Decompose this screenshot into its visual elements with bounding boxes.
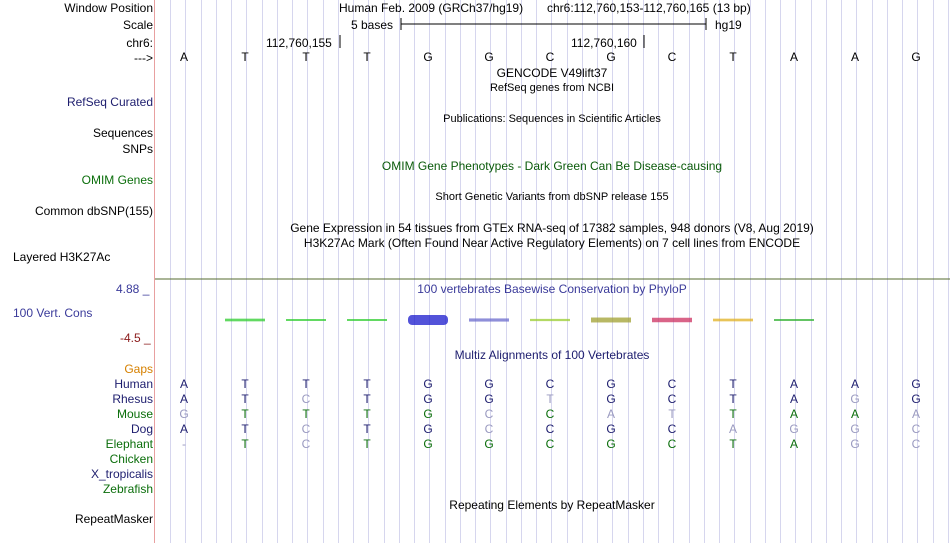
species-label[interactable]: Chicken [109,452,153,466]
aligned-base: T [363,407,371,421]
reference-base: T [241,50,249,64]
publications-title[interactable]: Publications: Sequences in Scientific Articles [443,113,661,125]
reference-base: C [667,50,677,64]
conservation-mark [652,318,692,323]
coordinate-160: 112,760,160 [571,36,637,50]
repeatmasker-label[interactable]: RepeatMasker [74,512,153,526]
aligned-base: C [911,422,921,436]
conservation-mark [713,319,753,322]
omim-title[interactable]: OMIM Gene Phenotypes - Dark Green Can Be Disease-causing [381,159,723,173]
aligned-base: T [668,407,676,421]
aligned-base: A [789,437,799,451]
aligned-base: T [241,392,249,406]
aligned-base: A [789,392,799,406]
aligned-base: C [484,422,494,436]
aligned-base: T [363,392,371,406]
conservation-mark [347,319,387,321]
aligned-base: G [423,392,433,406]
aligned-base: G [484,437,494,451]
reference-base: C [545,50,555,64]
db-name: hg19 [715,18,742,32]
gencode-title[interactable]: GENCODE V49lift37 [496,66,608,80]
reference-base: A [850,50,860,64]
aligned-base: G [423,377,433,391]
aligned-base: C [301,392,311,406]
reference-base: A [789,50,799,64]
species-label[interactable]: Zebrafish [102,482,153,496]
aligned-base: G [423,407,433,421]
cons-label[interactable]: 100 Vert. Cons [13,306,93,320]
aligned-base: C [301,422,311,436]
window-position-label: Window Position [64,1,153,15]
aligned-base: A [850,407,860,421]
strand-label: ---> [134,51,153,65]
species-label[interactable]: Mouse [116,407,153,421]
species-label[interactable]: Rhesus [112,392,153,406]
conservation-mark [530,319,570,321]
aligned-base: C [667,437,677,451]
aligned-base: T [241,437,249,451]
reference-base: G [423,50,433,64]
aligned-base: G [423,437,433,451]
coordinate-155: 112,760,155 [266,36,332,50]
cons-min-label: -4.5 _ [120,331,151,345]
position-range: chr6:112,760,153-112,760,165 (13 bp) [547,1,751,15]
aligned-base: G [850,437,860,451]
aligned-base: A [606,407,616,421]
conservation-mark [225,319,265,322]
aligned-base: A [789,377,799,391]
aligned-base: G [484,377,494,391]
aligned-base: - [182,437,186,451]
conservation-mark [774,319,814,321]
conservation-mark [469,318,509,321]
snps-label[interactable]: SNPs [122,142,153,156]
reference-base: G [606,50,616,64]
aligned-base: A [789,407,799,421]
refseq-title[interactable]: RefSeq genes from NCBI [489,82,615,94]
aligned-base: G [179,407,189,421]
species-label[interactable]: Human [114,377,153,391]
aligned-base: A [179,377,189,391]
refseq-label[interactable]: RefSeq Curated [66,95,153,109]
aligned-base: C [545,407,555,421]
aligned-base: A [911,407,921,421]
aligned-base: G [606,392,616,406]
aligned-base: G [606,377,616,391]
reference-base: T [729,50,737,64]
aligned-base: T [363,422,371,436]
omim-label[interactable]: OMIM Genes [81,173,153,187]
aligned-base: C [545,377,555,391]
aligned-base: T [729,407,737,421]
scale-text: 5 bases [351,18,394,32]
scale-label: Scale [122,18,153,32]
aligned-base: A [728,422,738,436]
aligned-base: C [545,437,555,451]
gtex-title[interactable]: Gene Expression in 54 tissues from GTEx RNA-seq of 17382 samples, 948 donors (V8, Aug 2019) [290,221,814,235]
assembly-title: Human Feb. 2009 (GRCh37/hg19) [339,1,524,15]
cons-max-label: 4.88 _ [116,282,150,296]
aligned-base: G [606,437,616,451]
conservation-mark [591,318,631,323]
aligned-base: C [667,377,677,391]
sequences-label[interactable]: Sequences [92,126,153,140]
aligned-base: C [545,422,555,436]
phylop-title[interactable]: 100 vertebrates Basewise Conservation by PhyloP [417,282,687,296]
aligned-base: C [667,422,677,436]
h3k27ac-title[interactable]: H3K27Ac Mark (Often Found Near Active Regulatory Elements) on 7 cell lines from ENCODE [303,236,801,250]
aligned-base: G [850,392,860,406]
dbsnp-label[interactable]: Common dbSNP(155) [34,204,153,218]
aligned-base: T [241,407,249,421]
conservation-mark [286,319,326,321]
aligned-base: T [729,377,737,391]
multiz-title[interactable]: Multiz Alignments of 100 Vertebrates [454,348,650,362]
reference-base: G [484,50,494,64]
aligned-base: G [789,422,799,436]
aligned-base: T [729,392,737,406]
aligned-base: A [179,392,189,406]
aligned-base: C [484,407,494,421]
aligned-base: T [363,377,371,391]
reference-base: T [363,50,371,64]
aligned-base: T [363,437,371,451]
repeatmasker-title[interactable]: Repeating Elements by RepeatMasker [449,498,655,512]
aligned-base: T [241,377,249,391]
aligned-base: T [729,437,737,451]
aligned-base: G [911,392,921,406]
aligned-base: G [484,392,494,406]
dbsnp-title[interactable]: Short Genetic Variants from dbSNP release 155 [435,191,669,203]
aligned-base: A [179,422,189,436]
aligned-base: A [850,377,860,391]
chr-label: chr6: [126,36,153,50]
aligned-base: G [423,422,433,436]
aligned-base: G [911,377,921,391]
reference-base: G [911,50,921,64]
aligned-base: T [241,422,249,436]
conservation-mark [408,315,448,325]
aligned-base: G [850,422,860,436]
aligned-base: G [606,422,616,436]
species-label[interactable]: Dog [130,422,153,436]
aligned-base: C [911,437,921,451]
gaps-label[interactable]: Gaps [124,362,153,376]
reference-base: A [179,50,189,64]
reference-base: T [302,50,310,64]
aligned-base: T [302,377,310,391]
aligned-base: C [667,392,677,406]
species-label[interactable]: Elephant [105,437,153,451]
aligned-base: T [546,392,554,406]
h3k27ac-label[interactable]: Layered H3K27Ac [13,250,111,264]
aligned-base: C [301,437,311,451]
species-label[interactable]: X_tropicalis [90,467,153,481]
aligned-base: T [302,407,310,421]
